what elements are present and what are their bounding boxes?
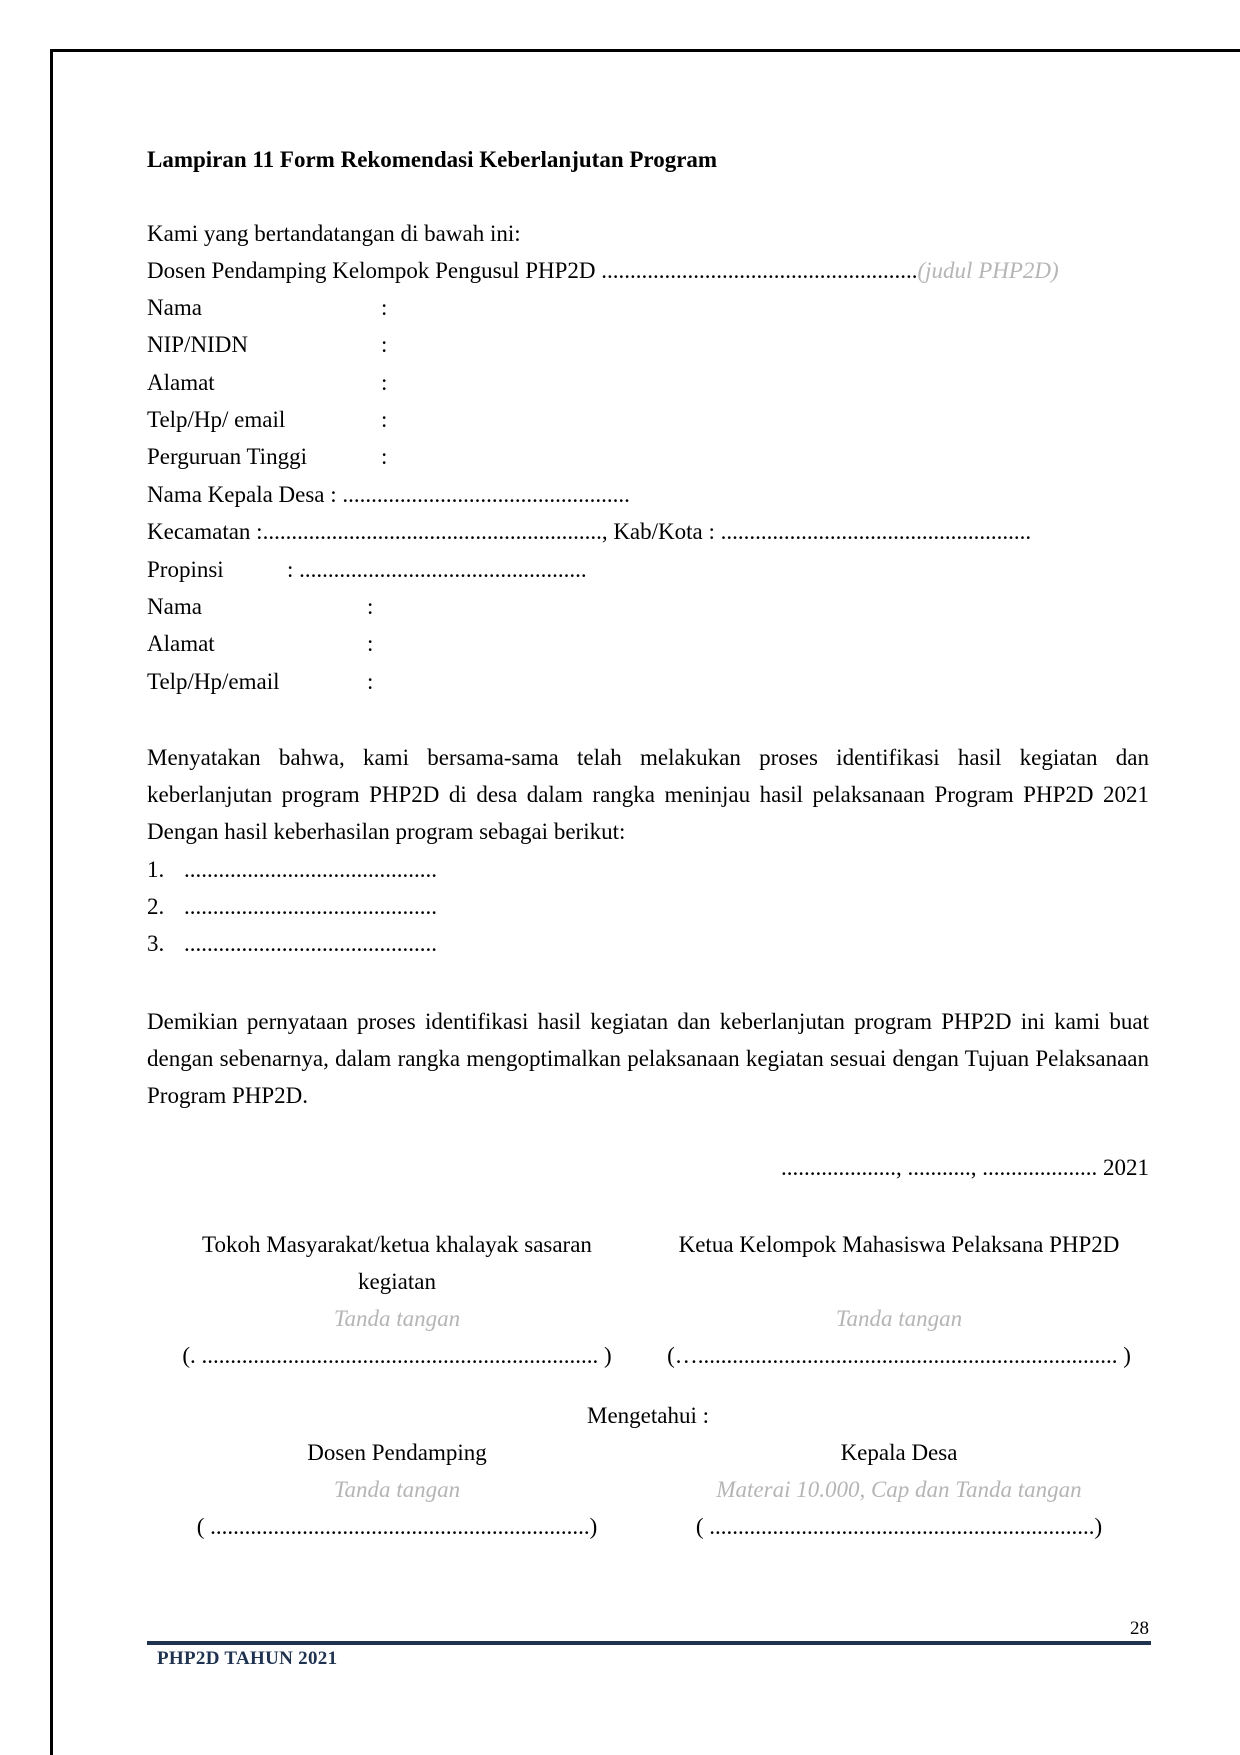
list-text: ............................................: [184, 857, 437, 882]
list-item: [147, 857, 437, 883]
field-colon: :: [381, 370, 388, 395]
field-label: Nama: [147, 295, 202, 320]
signature-name-line: (. ..................................................................... ): [182, 1343, 612, 1368]
signature-name-line: ( ..................................................................): [196, 1514, 598, 1539]
signature-block-ketua-kelompok: [647, 1226, 1151, 1374]
field-row-perguruan-tinggi: [147, 442, 547, 472]
page-frame-left-border: [50, 49, 53, 1755]
field-label: Alamat: [147, 631, 215, 656]
field-colon: :: [367, 631, 374, 656]
list-number: 2.: [147, 894, 165, 919]
page-number: 28: [1130, 1618, 1149, 1639]
field-row-alamat-dosen: [147, 368, 547, 398]
closing-paragraph: Demikian pernyataan proses identifikasi hasil kegiatan dan keberlanjutan program PHP2D ini kami buat dengan sebenarnya, dalam rangka mengoptimalkan pelaksanaan kegiatan sesuai dengan Tujuan Pelaksanaan Program PHP2D.: [147, 1009, 1149, 1108]
field-colon: :: [367, 594, 374, 619]
field-colon: :: [381, 295, 388, 320]
kecamatan-line: Kecamatan :..........................................................., Kab/Kota : ......................................................: [147, 519, 1032, 544]
signature-block-tokoh: [147, 1226, 647, 1374]
field-colon: :: [381, 444, 388, 469]
signature-hint: Materai 10.000, Cap dan Tanda tangan: [716, 1477, 1082, 1502]
judul-hint: (judul PHP2D): [917, 258, 1059, 283]
signature-role-continued: kegiatan: [358, 1269, 436, 1294]
field-label: Telp/Hp/ email: [147, 407, 286, 432]
kepala-desa-line: Nama Kepala Desa : ..................................................: [147, 482, 630, 507]
field-colon: :: [367, 669, 374, 694]
list-item: [147, 894, 437, 920]
signature-name-line: (…......................................................................... ): [667, 1343, 1131, 1368]
field-label: Alamat: [147, 370, 215, 395]
field-label: NIP/NIDN: [147, 332, 248, 357]
signature-block-dosen: [147, 1434, 647, 1545]
dosen-line: [147, 256, 1059, 286]
field-colon: :: [381, 332, 388, 357]
field-row-telp-kepala: [147, 667, 547, 697]
signature-block-kepala-desa: [647, 1434, 1151, 1545]
propinsi-value: : ..................................................: [287, 557, 587, 582]
field-row-telp-dosen: [147, 405, 547, 435]
field-label: Propinsi: [147, 557, 224, 582]
field-label: Nama: [147, 594, 202, 619]
signature-role: Kepala Desa: [840, 1440, 958, 1465]
field-row-nip: [147, 330, 547, 360]
page-frame-top-border: [50, 49, 1240, 52]
date-line: ...................., ..........., .................... 2021: [781, 1155, 1149, 1180]
field-colon: :: [381, 407, 388, 432]
intro-text: Kami yang bertandatangan di bawah ini:: [147, 221, 521, 246]
list-item: [147, 931, 437, 957]
footer-rule: [147, 1641, 1151, 1645]
statement-paragraph: Menyatakan bahwa, kami bersama-sama telah melakukan proses identifikasi hasil kegiatan dan keberlanjutan program PHP2D di desa dalam rangka meninjau hasil pelaksanaan Program PHP2D 2021 Dengan hasil keberhasilan program sebagai berikut:: [147, 745, 1149, 844]
field-row-nama-dosen: [147, 293, 547, 323]
signature-role: Ketua Kelompok Mahasiswa Pelaksana PHP2D: [678, 1232, 1120, 1257]
field-row-alamat-kepala: [147, 629, 547, 659]
field-label: Telp/Hp/email: [147, 669, 280, 694]
footer-text: PHP2D TAHUN 2021: [157, 1648, 338, 1669]
field-row-nama-kepala: [147, 592, 547, 622]
signature-name-line: ( ...................................................................): [695, 1514, 1103, 1539]
signature-hint: Tanda tangan: [333, 1306, 461, 1331]
propinsi-row: [147, 555, 747, 585]
list-number: 1.: [147, 857, 165, 882]
signature-role: Dosen Pendamping: [307, 1440, 487, 1465]
mengetahui-label: Mengetahui :: [587, 1403, 709, 1428]
page-title: Lampiran 11 Form Rekomendasi Keberlanjutan Program: [147, 147, 718, 172]
signature-hint: Tanda tangan: [835, 1306, 963, 1331]
list-number: 3.: [147, 931, 165, 956]
field-label: Perguruan Tinggi: [147, 444, 307, 469]
list-text: ............................................: [184, 931, 437, 956]
signature-hint: Tanda tangan: [333, 1477, 461, 1502]
dosen-line-text: Dosen Pendamping Kelompok Pengusul PHP2D .......................................................: [147, 258, 918, 283]
list-text: ............................................: [184, 894, 437, 919]
signature-role: Tokoh Masyarakat/ketua khalayak sasaran: [202, 1232, 592, 1257]
